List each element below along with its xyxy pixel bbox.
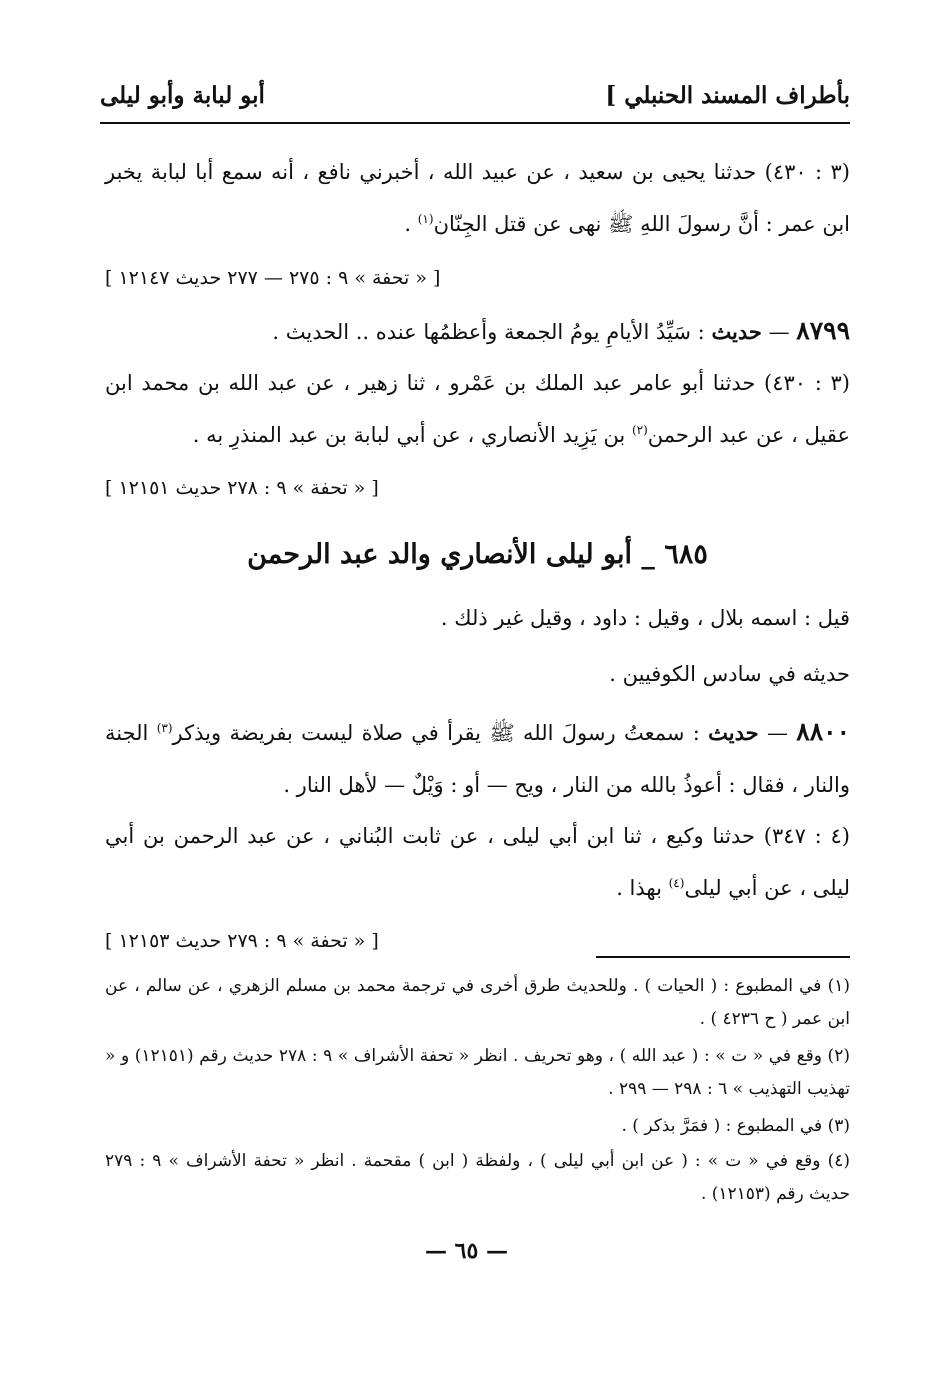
header-left-title: أبو لبابة وأبو ليلى xyxy=(100,82,265,109)
footnote-marker-1: (١) xyxy=(417,212,434,226)
footnote-separator xyxy=(596,956,850,958)
header-rule xyxy=(100,122,850,124)
narration-3 xyxy=(105,810,850,914)
hadith-number: ٨٨٠٠ xyxy=(796,717,851,746)
footnote-3: (٣) في المطبوع : ( فمَرَّ بذكر ) . xyxy=(621,1116,850,1136)
hadith-text-b: الجنة والنار ، فقال : أعوذُ بالله من النار ، ويح — أو : وَيْلٌ — لأهل النار . xyxy=(105,721,850,797)
tuhfa-reference-2-text: [ « تحفة » ٩ : ٢٧٨ حديث ١٢١٥١ ] xyxy=(105,477,379,499)
tuhfa-reference-1-text: [ « تحفة » ٩ : ٢٧٥ — ٢٧٧ حديث ١٢١٤٧ ] xyxy=(105,267,441,289)
footnote-marker-3: (٣) xyxy=(156,721,173,735)
footnote-2: (٢) وقع في « ت » : ( عبد الله ) ، وهو تحريف . انظر « تحفة الأشراف » ٩ : ٢٧٨ حديث رقم (١٢١٥١) و « تهذيب التهذيب » ٦ : ٢٩٨ — ٢٩٩ . xyxy=(105,1046,850,1099)
hadith-dash: — xyxy=(758,721,797,745)
hadith-8800 xyxy=(105,706,850,811)
hadith-keyword: حديث xyxy=(708,720,759,745)
tuhfa-reference-3-text: [ « تحفة » ٩ : ٢٧٩ حديث ١٢١٥٣ ] xyxy=(105,930,379,952)
hadith-keyword: حديث xyxy=(711,319,762,344)
footnote-marker-2: (٢) xyxy=(631,423,648,437)
bio-line-2: حديثه في سادس الكوفيين . xyxy=(609,662,850,686)
tuhfa-reference-1 xyxy=(105,252,850,304)
footnote-marker-4: (٤) xyxy=(668,876,685,890)
footnote-1: (١) في المطبوع : ( الحيات ) . وللحديث طرق أخرى في ترجمة محمد بن مسلم الزهري ، عن سالم ، عن ابن عمر ( ح ٤٢٣٦ ) . xyxy=(105,976,850,1029)
narration-1 xyxy=(105,146,850,250)
narration-2-text-a: (٣ : ٤٣٠) حدثنا أبو عامر عبد الملك بن عَمْرو ، ثنا زهير ، عن عبد الله بن محمد ابن عقيل ، عن عبد الرحمن xyxy=(105,371,850,447)
hadith-dash: — xyxy=(761,320,797,344)
footnote-4: (٤) وقع في « ت » : ( عن ابن أبي ليلى ) ، ولفظة ( ابن ) مقحمة . انظر « تحفة الأشراف » ٩ : ٢٧٩ حديث رقم (١٢١٥٣) . xyxy=(105,1151,850,1204)
tuhfa-reference-3 xyxy=(105,915,850,967)
header-right-title: بأطراف المسند الحنبلي ] xyxy=(605,82,850,109)
running-header xyxy=(100,82,850,122)
narration-3-text-a: (٤ : ٣٤٧) حدثنا وكيع ، ثنا ابن أبي ليلى ، عن ثابت البُناني ، عن عبد الرحمن بن أبي ليلى ، عن أبي ليلى xyxy=(105,824,850,900)
bio-line-1: قيل : اسمه بلال ، وقيل : داود ، وقيل غير ذلك . xyxy=(440,606,850,630)
narration-1-end: . xyxy=(404,212,418,236)
hadith-number: ٨٧٩٩ xyxy=(796,316,850,345)
tuhfa-reference-2 xyxy=(105,462,850,514)
hadith-text-a: : سمعتُ رسولَ الله ﷺ يقرأ في صلاة ليست بفريضة ويذكر xyxy=(172,721,709,745)
narration-1-text: (٣ : ٤٣٠) حدثنا يحيى بن سعيد ، عن عبيد الله ، أخبرني نافع ، أنه سمع أبا لبابة يخبر ابن عمر : أنَّ رسولَ اللهِ ﷺ نهى عن قتل الجِنّان xyxy=(105,160,850,236)
narration-3-text-b: بهذا . xyxy=(616,876,669,900)
hadith-text: : سَيِّدُ الأيامِ يومُ الجمعة وأعظمُها عنده .. الحديث . xyxy=(272,320,712,344)
hadith-8799 xyxy=(105,305,850,358)
narration-2 xyxy=(105,357,850,461)
page-number: — ٦٥ — xyxy=(425,1238,508,1264)
section-heading: ٦٨٥ _ أبو ليلى الأنصاري والد عبد الرحمن xyxy=(247,539,708,570)
narration-2-text-b: بن يَزِيد الأنصاري ، عن أبي لبابة بن عبد المنذرِ به . xyxy=(192,423,632,447)
